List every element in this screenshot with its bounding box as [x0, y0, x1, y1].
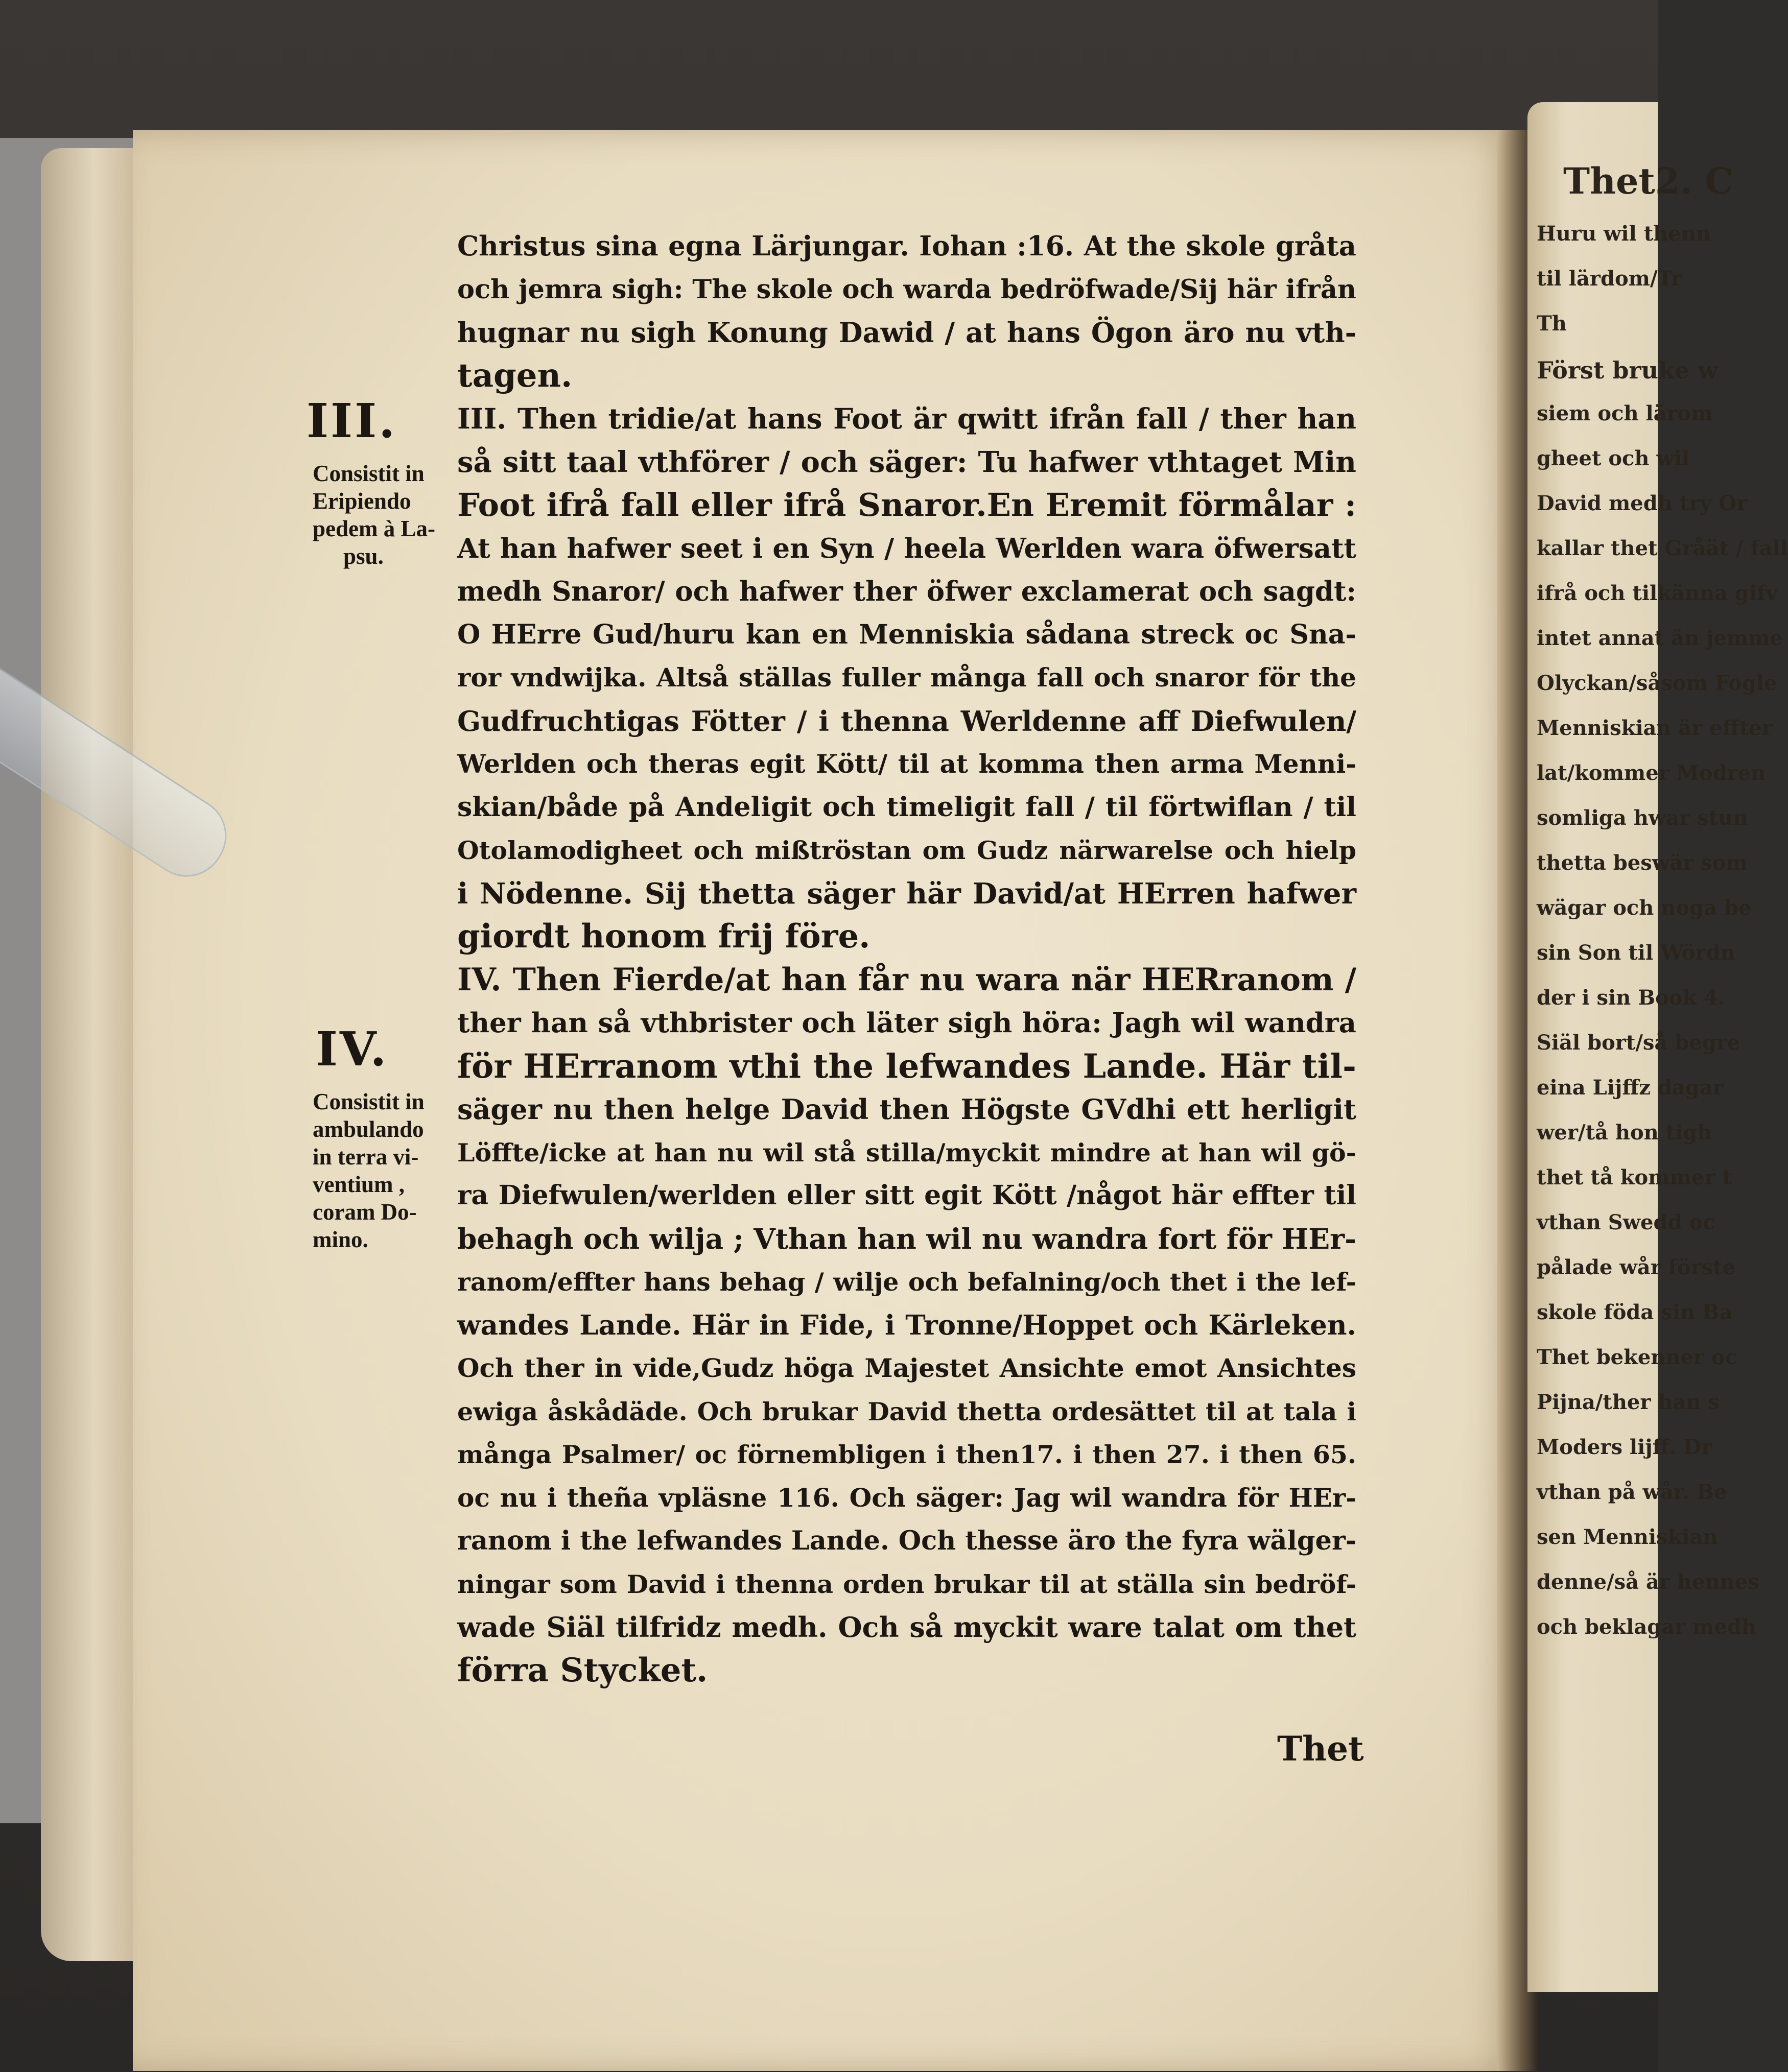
margin-note-line: in terra vi-: [313, 1144, 419, 1170]
margin-note-line: ambulando: [313, 1116, 424, 1142]
text-line: ewiga åskådäde. Och brukar David thetta ordesättet til at tala i: [457, 1396, 1356, 1426]
text-line: Foot ifrå fall eller ifrå Snaror.En Eremit förmålar :: [457, 486, 1356, 523]
facing-page-text-fragment: Pijna/ther han s: [1537, 1390, 1720, 1414]
text-line: många Psalmer/ oc förnembligen i then17. i then 27. i then 65.: [457, 1440, 1356, 1469]
text-line: III. Then tridie/at hans Foot är qwitt ifrån fall / ther han: [457, 402, 1356, 435]
margin-note-line: coram Do-: [313, 1199, 417, 1225]
margin-section-number-iii: III.: [307, 393, 397, 448]
facing-page-text-fragment: eina Lijffz dagar: [1537, 1076, 1724, 1100]
facing-page-text-fragment: sin Son til Wördn: [1537, 941, 1735, 965]
facing-page-text-fragment: siem och lärom: [1537, 401, 1713, 425]
facing-page-text-fragment: lat/kommer Modren: [1537, 761, 1766, 785]
text-line: Werlden och theras egit Kött/ til at komma then arma Menni-: [457, 749, 1356, 779]
text-line: O HErre Gud/huru kan en Menniskia sådana streck oc Sna-: [457, 618, 1356, 650]
text-line: At han hafwer seet i en Syn / heela Werlden wara öfwersatt: [457, 532, 1356, 564]
text-line: ranom i the lefwandes Lande. Och thesse äro the fyra wälger-: [457, 1526, 1356, 1556]
facing-page-text-fragment: Moders lijff. Dr: [1537, 1435, 1712, 1459]
text-line: IV. Then Fierde/at han får nu wara när HERranom /: [457, 961, 1356, 998]
text-line: medh Snaror/ och hafwer ther öfwer exclamerat och sagdt:: [457, 576, 1356, 607]
facing-page-text-fragment: Thet bekenner oc: [1537, 1345, 1737, 1369]
facing-page-text-fragment: thet tå kommer t: [1537, 1165, 1732, 1189]
facing-page-text-fragment: och beklagar medh: [1537, 1615, 1756, 1639]
text-line: giordt honom frij före.: [457, 917, 871, 956]
text-line: Löffte/icke at han nu wil stå stilla/myckit mindre at han wil gö-: [457, 1137, 1356, 1168]
margin-note-line: Consistit in: [313, 1089, 425, 1114]
facing-page-text-fragment: Olyckan/såsom Fogle: [1537, 671, 1777, 695]
catchword: Thet: [1277, 1729, 1364, 1769]
text-line: oc nu i theña vpläsne 116. Och säger: Jag wil wandra för HEr-: [457, 1482, 1356, 1513]
facing-page-fragment: [1527, 102, 1788, 1992]
text-line: wade Siäl tilfridz medh. Och så myckit ware talat om thet: [457, 1611, 1356, 1644]
facing-page-text-fragment: vthan Swedd oc: [1537, 1210, 1715, 1234]
margin-note-line: ventium ,: [313, 1172, 405, 1197]
text-line: wandes Lande. Här in Fide, i Tronne/Hoppet och Kärleken.: [457, 1309, 1356, 1341]
margin-note-line: pedem à La-: [313, 516, 435, 541]
facing-page-text-fragment: kallar thet Gråät / fall: [1537, 536, 1788, 560]
facing-page-text-fragment: somliga hwar stun: [1537, 806, 1748, 830]
facing-page-text-fragment: David medh try Or: [1537, 491, 1748, 515]
margin-note-line: Eripiendo: [313, 488, 411, 514]
main-text-block: [457, 225, 1356, 1692]
text-line: Och ther in vide,Gudz höga Majestet Ansichte emot Ansichtes: [457, 1353, 1356, 1383]
facing-page-text-fragment: intet annat än jemme: [1537, 626, 1783, 650]
margin-note-line: mino.: [313, 1227, 368, 1252]
facing-page-text-fragment: Th: [1537, 312, 1567, 336]
text-line: skian/både på Andeligit och timeligit fall / til förtwiflan / til: [457, 791, 1356, 823]
text-line: förra Stycket.: [457, 1651, 708, 1689]
facing-page-text-fragment: Siäl bort/så begre: [1537, 1031, 1740, 1055]
facing-page-text-fragment: gheet och wil: [1537, 446, 1690, 470]
facing-page-text-fragment: wägar och noga be: [1537, 896, 1752, 920]
facing-page-text-fragment: Huru wil thenn: [1537, 222, 1711, 246]
margin-section-number-iv: IV.: [316, 1021, 389, 1077]
text-line: ranom/effter hans behag / wilje och befalning/och thet i the lef-: [457, 1267, 1356, 1297]
text-line: säger nu then helge David then Högste GVdhi ett herligit: [457, 1093, 1356, 1126]
text-line: ther han så vthbrister och läter sigh höra: Jagh wil wandra: [457, 1007, 1356, 1039]
margin-note-line: Consistit in: [313, 461, 425, 486]
margin-note-iii: [313, 460, 435, 570]
facing-page-text-fragment: sen Menniskian: [1537, 1525, 1718, 1549]
text-line: ningar som David i thenna orden brukar til at ställa sin bedröf-: [457, 1569, 1356, 1599]
text-line: för HErranom vthi the lefwandes Lande. Här til-: [457, 1046, 1356, 1086]
facing-page-text-fragment: denne/så är hennes: [1537, 1570, 1759, 1594]
facing-page-text-fragment: thetta beswär som: [1537, 851, 1748, 875]
margin-note-line: psu.: [343, 543, 384, 569]
facing-page-text-fragment: pålade wår förste: [1537, 1255, 1736, 1279]
facing-page-text-fragment: ifrå och tilkänna gifv: [1537, 581, 1778, 605]
text-line: Gudfruchtigas Fötter / i thenna Werldenne aff Diefwulen/: [457, 704, 1356, 737]
text-line: tagen.: [457, 356, 573, 395]
facing-page-text-fragment: Thet2. C: [1563, 160, 1734, 202]
facing-page-text-fragment: vthan på wår. Be: [1537, 1480, 1727, 1504]
text-line: i Nödenne. Sij thetta säger här David/at HErren hafwer: [457, 876, 1356, 911]
text-line: hugnar nu sigh Konung Dawid / at hans Ögon äro nu vth-: [457, 316, 1356, 349]
facing-page-text-fragment: Menniskian är effter: [1537, 716, 1773, 740]
facing-page-text-fragment: til lärdom/Tr: [1537, 267, 1682, 291]
margin-note-iv: [313, 1088, 425, 1253]
text-line: och jemra sigh: The skole och warda bedröfwade/Sij här ifrån: [457, 274, 1356, 305]
facing-page-text-fragment: der i sin Book 4.: [1537, 986, 1725, 1010]
text-line: ror vndwijka. Altså ställas fuller många fall och snaror för the: [457, 662, 1356, 693]
facing-page-text-fragment: wer/tå hon tigh: [1537, 1121, 1712, 1145]
text-line: Christus sina egna Lärjungar. Iohan :16. At the skole gråta: [457, 230, 1356, 262]
text-line: ra Diefwulen/werlden eller sitt egit Kött /något här effter til: [457, 1180, 1356, 1211]
facing-page-text-fragment: skole föda sin Ba: [1537, 1300, 1733, 1324]
text-line: så sitt taal vthförer / och säger: Tu hafwer vthtaget Min: [457, 445, 1356, 479]
text-line: Otolamodigheet och mißtröstan om Gudz närwarelse och hielp: [457, 836, 1356, 865]
facing-page-text-fragment: Först bruke w: [1537, 356, 1718, 384]
text-line: behagh och wilja ; Vthan han wil nu wandra fort för HEr-: [457, 1222, 1356, 1255]
